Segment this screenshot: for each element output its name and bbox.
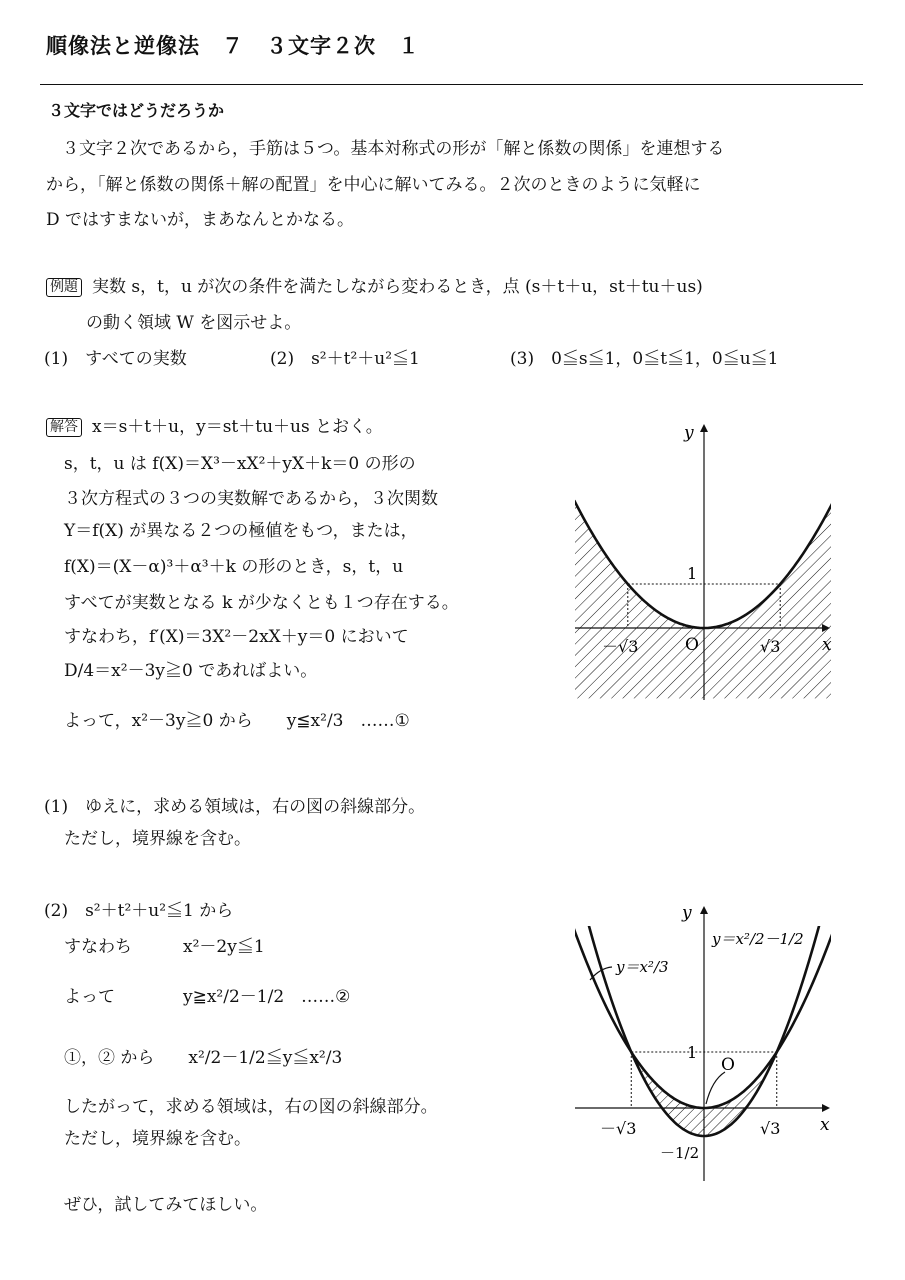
solution-line-6: すべてが実数となる k が少なくとも１つ存在する。 [64, 593, 459, 613]
part1-line-2: ただし，境界線を含む。 [64, 829, 251, 849]
graph-2-origin-pointer [706, 1072, 725, 1104]
solution-line-8: D/4＝x²－3y≧0 であればよい。 [64, 661, 318, 681]
solution-text-1: x＝s＋t＋u，y＝st＋tu＋us とおく。 [92, 417, 383, 437]
part2-line-1: (2) s²＋t²＋u²≦1 から [44, 901, 234, 921]
intro-heading: ３文字ではどうだろうか [48, 101, 225, 120]
graph-2-sqrt3-label: √3 [760, 1119, 781, 1138]
example-condition-2: (2) s²＋t²＋u²≦1 [270, 349, 420, 369]
title-rule [40, 84, 863, 85]
solution-line-7: すなわち，f′(X)＝3X²－2xX＋y＝0 において [64, 627, 409, 647]
graph-2-curve1-label: y＝x²/3 [616, 958, 669, 976]
graph-2-x-arrow [822, 1104, 830, 1112]
graph-1-x-label: x [822, 635, 832, 655]
graph-2-origin-label: O [721, 1055, 735, 1075]
part2-line-2: すなわち x²－2y≦1 [64, 937, 265, 957]
solution-line-4: Y＝f(X) が異なる２つの極値をもつ，または， [64, 521, 418, 541]
graph-1 [560, 410, 850, 710]
solution-line-2: s，t，u は f(X)＝X³－xX²＋yX＋k＝0 の形の [64, 454, 416, 474]
solution-line-5: f(X)＝(X－α)³＋α³＋k の形のとき，s，t，u [64, 557, 404, 577]
graph-2-curve2-label: y＝x²/2－1/2 [712, 930, 804, 948]
graph-1-sqrt3-label: √3 [760, 637, 781, 656]
solution-line-9: よって，x²－3y≧0 から y≦x²/3 ……① [64, 711, 410, 731]
graph-2-x-label: x [820, 1115, 830, 1135]
graph-2-y-arrow [700, 906, 708, 914]
part2-line-4: ①，② から x²/2－1/2≦y≦x²/3 [64, 1048, 343, 1068]
intro-line-3: D ではすまないが，まあなんとかなる。 [46, 210, 355, 230]
graph-2 [560, 896, 850, 1192]
example-line-2: の動く領域 W を図示せよ。 [86, 313, 302, 333]
graph-2-neg-half-label: －1/2 [660, 1144, 700, 1162]
part1-line-1: (1) ゆえに，求める領域は，右の図の斜線部分。 [44, 797, 426, 817]
page-title: 順像法と逆像法 ７ ３文字２次 １ [46, 34, 420, 58]
closing-line: ぜひ，試してみてほしい。 [64, 1195, 268, 1215]
graph-1-y-arrow [700, 424, 708, 432]
part2-line-5: したがって，求める領域は，右の図の斜線部分。 [64, 1097, 438, 1117]
example-tag: 例題 [46, 278, 82, 297]
graph-1-one-label: 1 [687, 564, 698, 583]
graph-1-y-label: y [684, 423, 694, 443]
graph-2-neg-sqrt3-label: －√3 [600, 1119, 637, 1138]
solution-line-3: ３次方程式の３つの実数解であるから，３次関数 [64, 489, 438, 509]
graph-1-origin-label: O [685, 635, 699, 655]
example-line-1 [46, 272, 703, 297]
example-text-1: 実数 s，t，u が次の条件を満たしながら変わるとき，点 (s＋t＋u，st＋tu＋us) [92, 277, 703, 297]
solution-line-1 [46, 412, 383, 437]
graph-2-one-label: 1 [687, 1043, 698, 1062]
intro-line-1: ３文字２次であるから，手筋は５つ。基本対称式の形が「解と係数の関係」を連想する [62, 139, 725, 159]
intro-line-2: から，「解と係数の関係＋解の配置」を中心に解いてみる。２次のときのように気軽に [46, 175, 701, 195]
part2-line-6: ただし，境界線を含む。 [64, 1129, 251, 1149]
solution-tag: 解答 [46, 418, 82, 437]
example-condition-3: (3) 0≦s≦1，0≦t≦1，0≦u≦1 [510, 349, 779, 369]
part2-line-3: よって y≧x²/2－1/2 ……② [64, 987, 351, 1007]
graph-1-neg-sqrt3-label: －√3 [602, 637, 639, 656]
example-condition-1: (1) すべての実数 [44, 349, 187, 369]
graph-2-y-label: y [682, 903, 692, 923]
